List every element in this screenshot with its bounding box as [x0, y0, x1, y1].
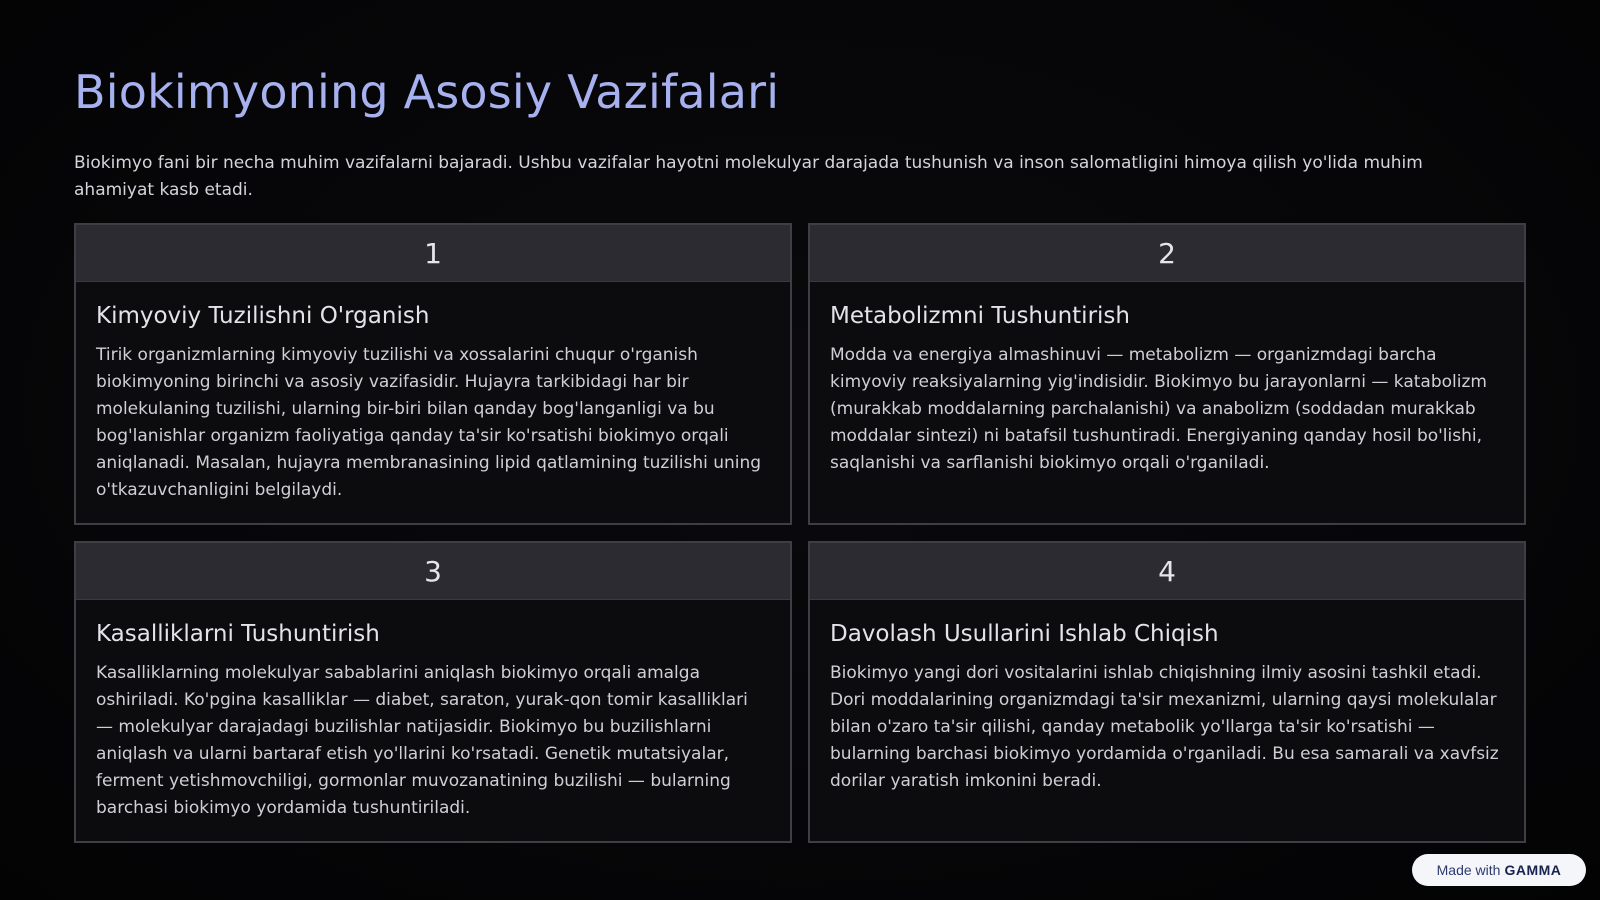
- card-text: Tirik organizmlarning kimyoviy tuzilishi va xossalarini chuqur o'rganish biokimyoning birinchi va asosiy vazifasidir. Hujayra tarkibidagi har bir molekulaning tuzilishi, ularning bir-biri bilan qanday bog'langanligi va bu bog'lanishlar organizm faoliyatiga qanday ta'sir ko'rsatishi biokimyo orqali aniqlanadi. Masalan, hujayra membranasining lipid qatlamining tuzilishi uning o'tkazuvchanligini belgilaydi.: [96, 345, 762, 500]
- cards-grid: [74, 223, 1526, 843]
- card-body: [810, 600, 1524, 811]
- intro-paragraph: Biokimyo fani bir necha muhim vazifalarni bajaradi. Ushbu vazifalar hayotni molekulyar darajada tushunish va inson salomatligini himoya qilish yo'lida muhim ahamiyat kasb etadi.: [74, 153, 1423, 200]
- card-2: [808, 223, 1526, 525]
- card-number: 4: [810, 543, 1524, 600]
- card-4: [808, 541, 1526, 843]
- card-text: Modda va energiya almashinuvi — metabolizm — organizmdagi barcha kimyoviy reaksiyalarning yig'indisidir. Biokimyo bu jarayonlarni — katabolizm (murakkab moddalarning parchalanishi) va anabolizm (soddadan murakkab moddalar sintezi) ni batafsil tushuntiradi. Energiyaning qanday hosil bo'lishi, saqlanishi va sarflanishi biokimyo orqali o'rganiladi.: [830, 345, 1487, 473]
- card-1: [74, 223, 792, 525]
- card-number: 2: [810, 225, 1524, 282]
- card-number: 1: [76, 225, 790, 282]
- card-body: [76, 282, 790, 520]
- badge-prefix: Made with: [1436, 862, 1501, 878]
- card-title: Kasalliklarni Tushuntirish: [96, 621, 380, 647]
- made-with-gamma-badge[interactable]: [1412, 854, 1586, 886]
- slide: [74, 60, 1526, 818]
- card-text: Biokimyo yangi dori vositalarini ishlab chiqishning ilmiy asosini tashkil etadi. Dori moddalarining organizmdagi ta'sir mexanizmi, ularning qaysi molekulalar bilan o'zaro ta'sir qilishi, qanday metabolik yo'llarga ta'sir ko'rsatishi — bularning barchasi biokimyo yordamida o'rganiladi. Bu esa samarali va xavfsiz dorilar yaratish imkonini beradi.: [830, 663, 1499, 791]
- gamma-logo: GAMMA: [1504, 862, 1562, 878]
- card-body: [810, 282, 1524, 493]
- card-title: Kimyoviy Tuzilishni O'rganish: [96, 303, 430, 329]
- card-title: Metabolizmni Tushuntirish: [830, 303, 1130, 329]
- card-number: 3: [76, 543, 790, 600]
- card-title: Davolash Usullarini Ishlab Chiqish: [830, 621, 1219, 647]
- card-text: Kasalliklarning molekulyar sabablarini aniqlash biokimyo orqali amalga oshiriladi. Ko'pgina kasalliklar — diabet, saraton, yurak-qon tomir kasalliklari — molekulyar darajadagi buzilishlar natijasidir. Biokimyo bu buzilishlarni aniqlash va ularni bartaraf etish yo'llarini ko'rsatadi. Genetik mutatsiyalar, ferment yetishmovchiligi, gormonlar muvozanatining buzilishi — bularning barchasi biokimyo yordamida tushuntiriladi.: [96, 663, 748, 818]
- card-body: [76, 600, 790, 838]
- card-3: [74, 541, 792, 843]
- page-title: Biokimyoning Asosiy Vazifalari: [74, 65, 780, 119]
